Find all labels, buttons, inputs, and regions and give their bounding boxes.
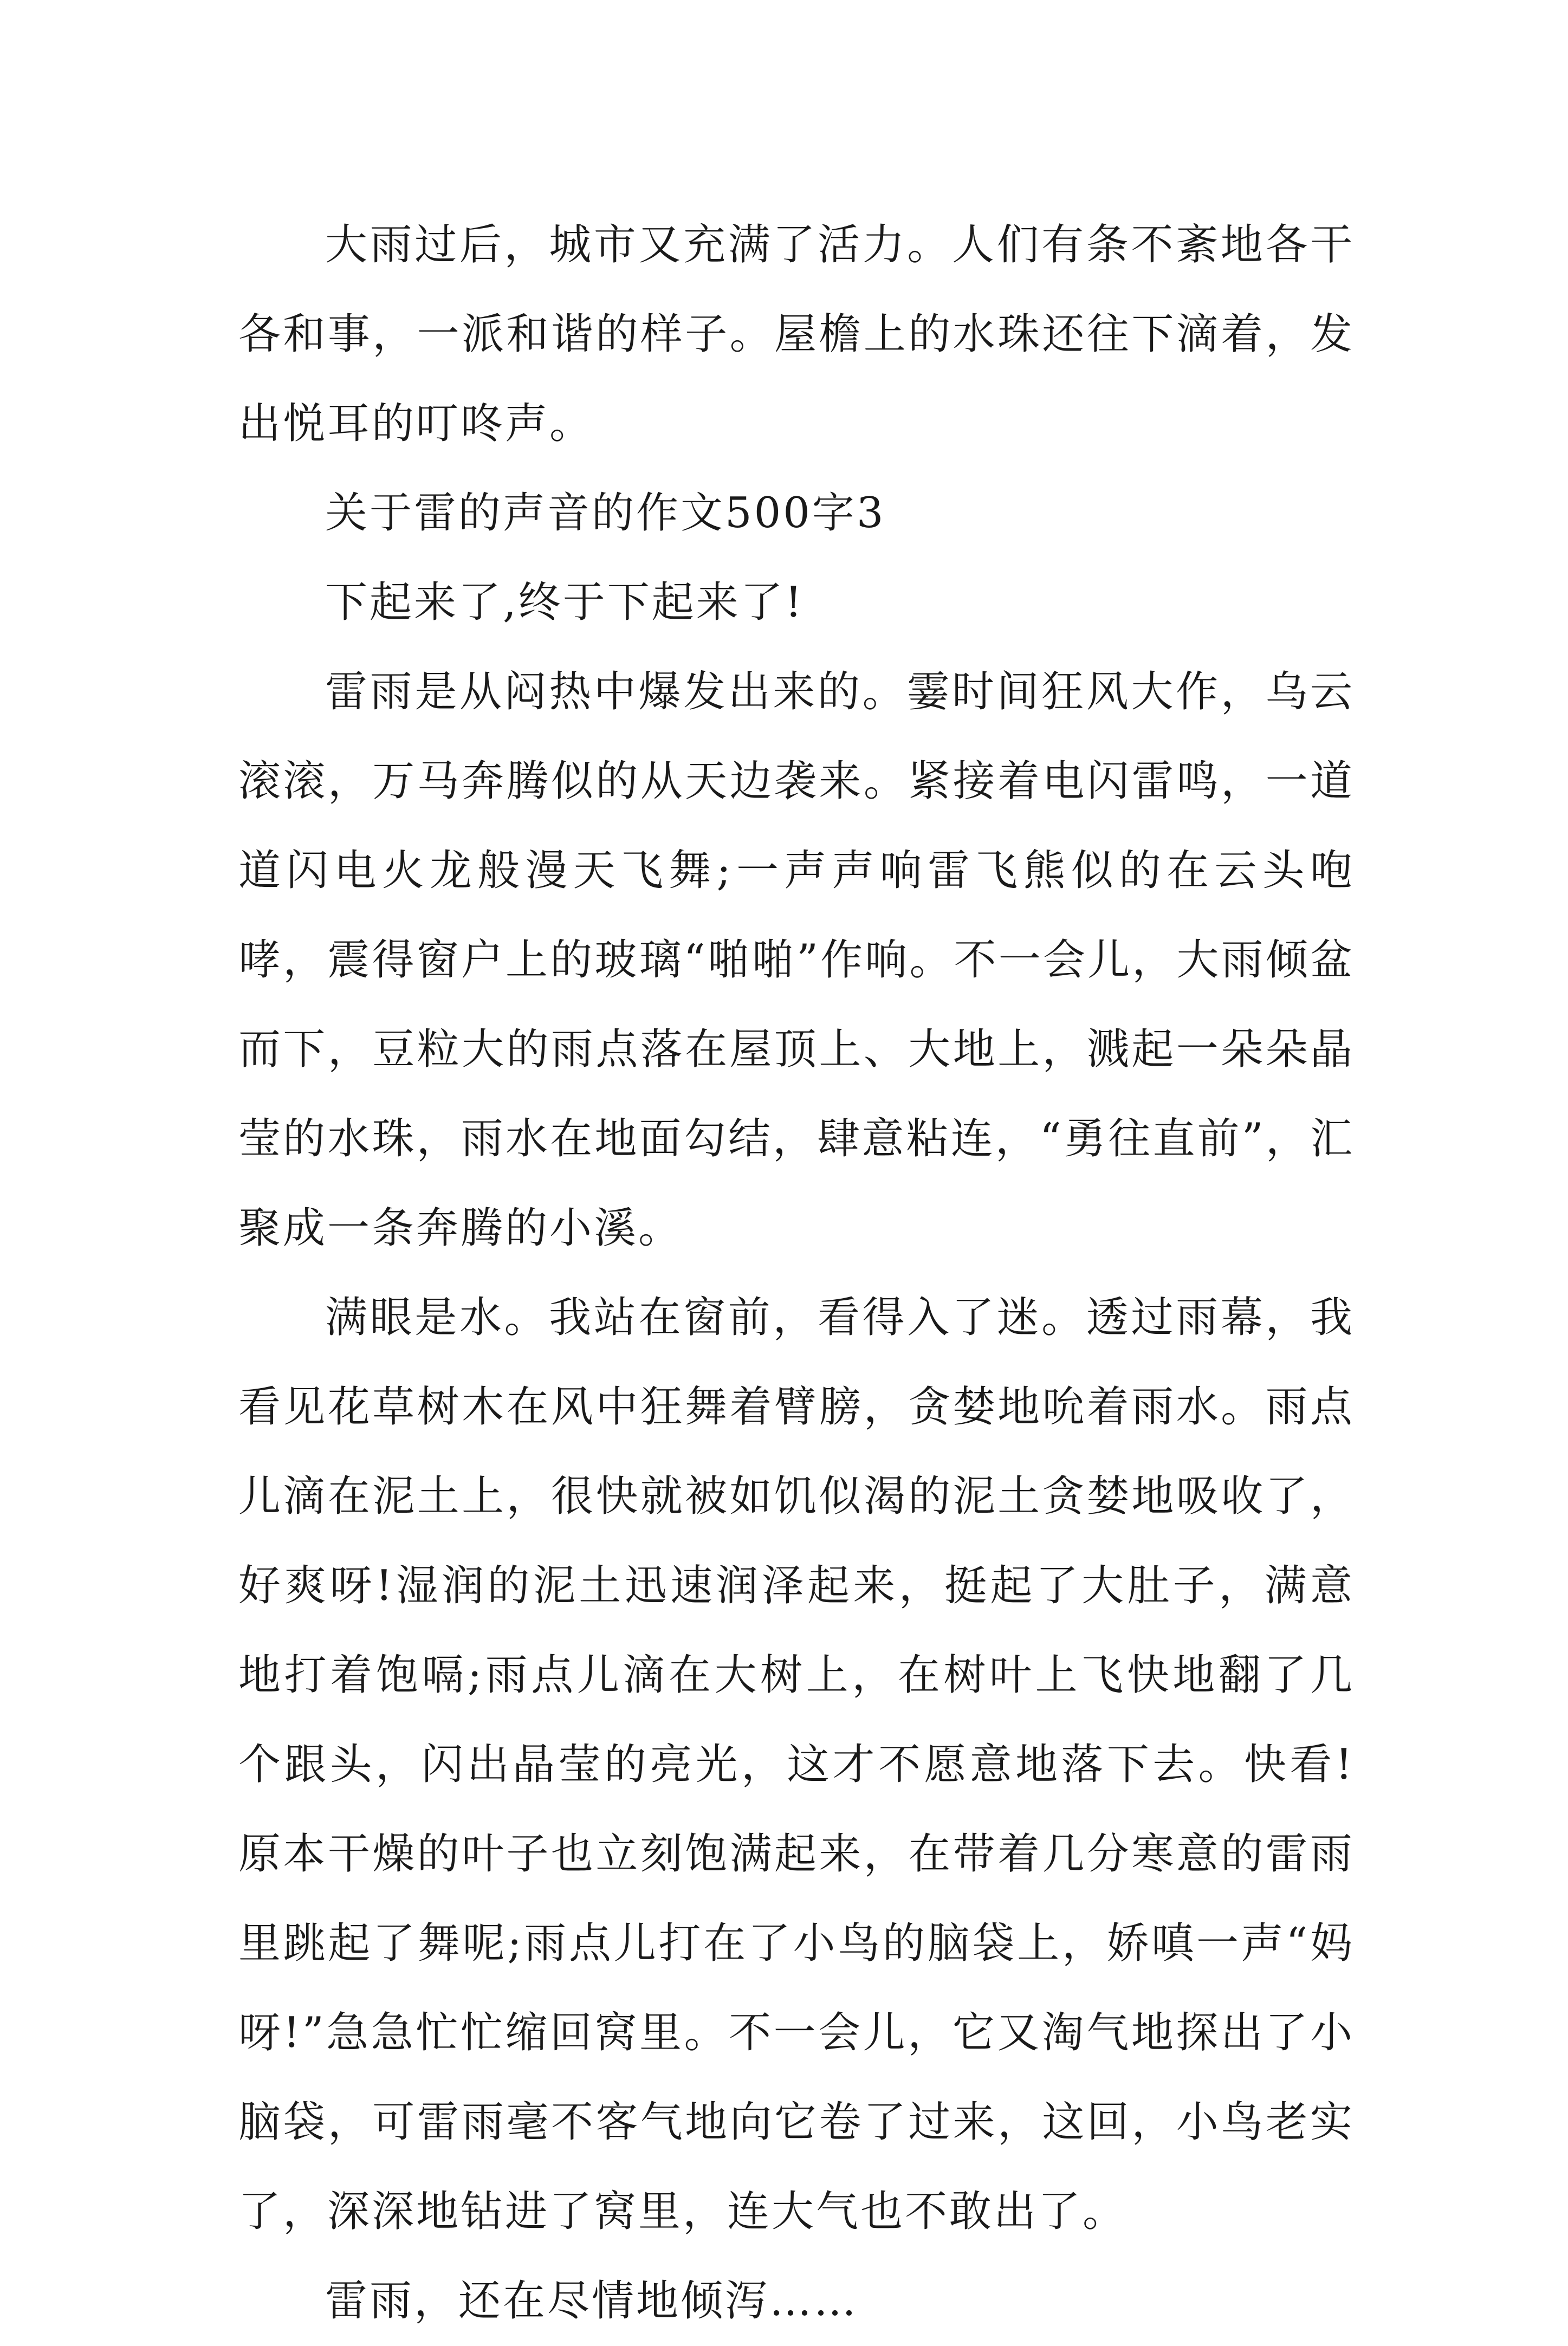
paragraph-thunderstorm: 雷雨是从闷热中爆发出来的。霎时间狂风大作，乌云滚滚，万马奔腾似的从天边袭来。紧接着电闪雷鸣，一道道闪电火龙般漫天飞舞;一声声响雷飞熊似的在云头咆哮，震得窗户上的玻璃“啪啪”作响。不一会儿，大雨倾盆而下，豆粒大的雨点落在屋顶上、大地上，溅起一朵朵晶莹的水珠，雨水在地面勾结，肆意粘连，“勇往直前”，汇聚成一条奔腾的小溪。: [238, 667, 1355, 1253]
paragraph-opening: 下起来了,终于下起来了!: [325, 578, 805, 627]
paragraph-water-everywhere: 满眼是水。我站在窗前，看得入了迷。透过雨幕，我看见花草树木在风中狂舞着臂膀，贪婪地吮着雨水。雨点儿滴在泥土上，很快就被如饥似渴的泥土贪婪地吸收了，好爽呀!湿润的泥土迅速润泽起来，挺起了大肚子，满意地打着饱嗝;雨点儿滴在大树上，在树叶上飞快地翻了几个跟头，闪出晶莹的亮光，这才不愿意地落下去。快看!原本干燥的叶子也立刻饱满起来，在带着几分寒意的雷雨里跳起了舞呢;雨点儿打在了小鸟的脑袋上，娇嗔一声“妈呀!”急急忙忙缩回窝里。不一会儿，它又淘气地探出了小脑袋，可雷雨毫不客气地向它卷了过来，这回，小鸟老实了，深深地钻进了窝里，连大气也不敢出了。: [238, 1293, 1355, 2236]
paragraph-after-rain: 大雨过后，城市又充满了活力。人们有条不紊地各干各和事，一派和谐的样子。屋檐上的水珠还往下滴着，发出悦耳的叮咚声。: [238, 221, 1355, 448]
paragraph-closing: 雷雨，还在尽情地倾泻……: [325, 2277, 859, 2325]
essay-title: 关于雷的声音的作文500字3: [325, 489, 886, 537]
document-body: [238, 200, 1355, 2346]
